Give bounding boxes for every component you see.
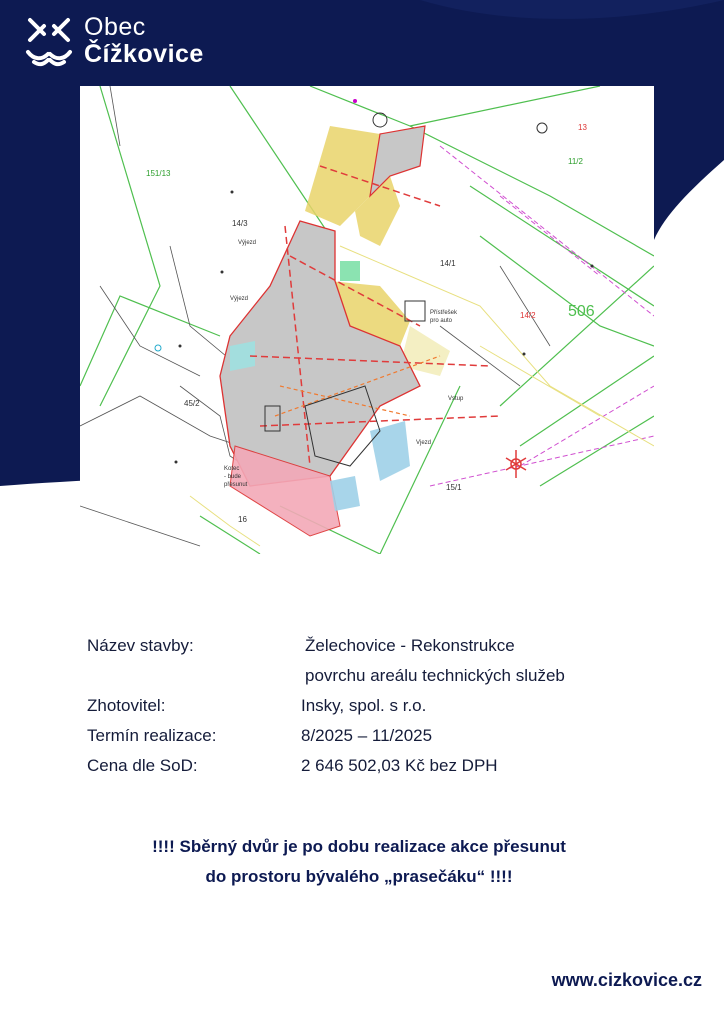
svg-text:45/2: 45/2 [184, 399, 200, 408]
brand-line1: Obec [84, 13, 146, 41]
relocation-notice [0, 832, 724, 892]
svg-text:přesunut: přesunut [224, 482, 248, 488]
project-name-value-line1: Želechovice - Rekonstrukce [305, 636, 515, 655]
price-value: 2 646 502,03 Kč bez DPH [301, 756, 498, 775]
notice-line1: !!!! Sběrný dvůr je po dobu realizace akce přesunut [152, 837, 566, 856]
site-plan-drawing [80, 86, 654, 554]
svg-text:14/1: 14/1 [440, 259, 456, 268]
project-name-label: Název stavby: [87, 636, 194, 655]
term-label: Termín realizace: [87, 726, 217, 745]
svg-text:Kotec: Kotec [224, 466, 240, 472]
svg-text:13: 13 [578, 123, 587, 132]
svg-text:Vjezd: Vjezd [416, 440, 432, 446]
brand-line2: Čížkovice [84, 40, 204, 68]
brand-text [84, 15, 204, 67]
contractor-value: Insky, spol. s r.o. [301, 696, 427, 715]
svg-text:pro auto: pro auto [430, 318, 453, 324]
project-name-value-line2: povrchu areálu technických služeb [305, 666, 565, 685]
website-link[interactable]: www.cizkovice.cz [551, 970, 702, 990]
svg-text:151/13: 151/13 [146, 169, 171, 178]
term-value: 8/2025 – 11/2025 [301, 726, 433, 745]
notice-line2: do prostoru bývalého „prasečáku“ !!!! [205, 867, 513, 886]
obec-logo-icon [24, 14, 74, 68]
svg-text:15/1: 15/1 [446, 483, 462, 492]
svg-text:Výjezd: Výjezd [230, 296, 249, 302]
svg-text:16: 16 [238, 515, 247, 524]
svg-text:- bude: - bude [224, 474, 242, 480]
svg-text:Vstup: Vstup [448, 396, 464, 402]
svg-text:11/2: 11/2 [568, 157, 583, 166]
svg-text:14/3: 14/3 [232, 219, 248, 228]
svg-text:Výjezd: Výjezd [238, 240, 257, 246]
svg-text:Přístřešek: Přístřešek [430, 310, 458, 316]
brand-header [24, 14, 204, 68]
price-label: Cena dle SoD: [87, 756, 198, 775]
contractor-label: Zhotovitel: [87, 696, 166, 715]
site-plan-map [80, 86, 654, 554]
svg-text:506: 506 [568, 303, 595, 320]
svg-text:14/2: 14/2 [520, 311, 536, 320]
